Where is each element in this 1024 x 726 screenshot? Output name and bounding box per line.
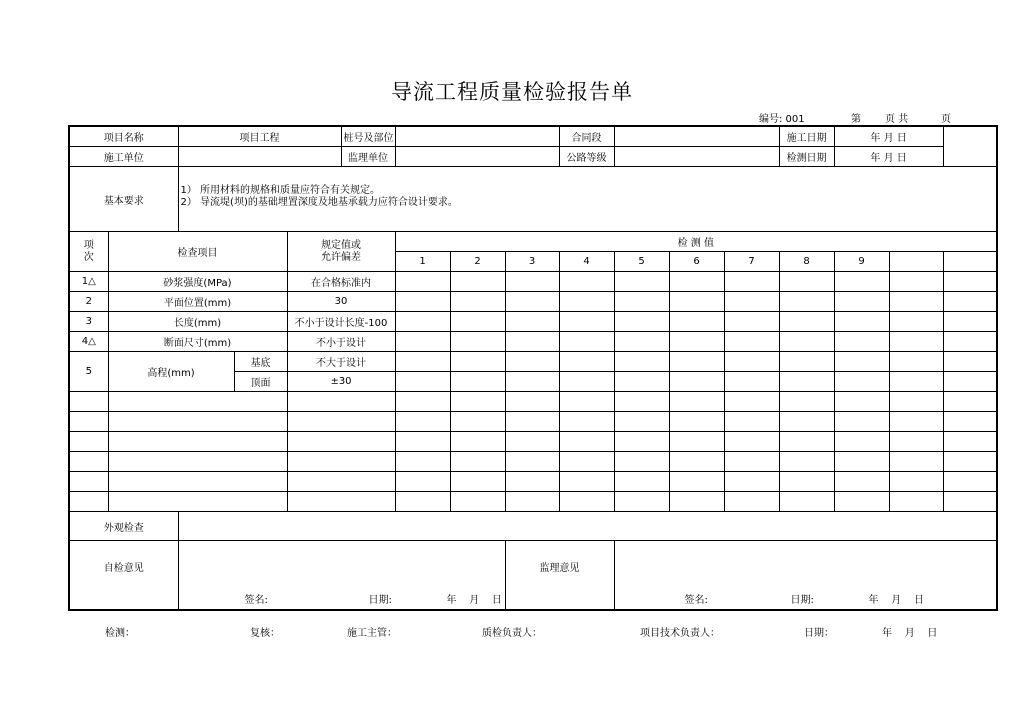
- basic-requirement-text: [178, 167, 997, 232]
- unit-label: 施工单位: [69, 147, 178, 167]
- measure-col-9: 9: [834, 252, 889, 272]
- supervise-value[interactable]: [395, 147, 559, 167]
- supervise-sign: 签名:: [684, 595, 708, 606]
- measure-col-7: 7: [724, 252, 779, 272]
- spec-header-line2: 允许偏差: [321, 251, 361, 263]
- self-check-label: 自检意见: [69, 541, 178, 611]
- page-label-di: 第: [851, 114, 861, 125]
- basic-line-1: 1） 所用材料的规格和质量应符合有关规定。: [180, 185, 381, 196]
- footer-tech: 项目技术负责人：: [640, 628, 720, 639]
- supervise-label: 监理单位: [341, 147, 395, 167]
- table-row: [69, 452, 997, 472]
- row-spec: 不小于设计长度-100: [287, 312, 395, 332]
- table-row: [69, 472, 997, 492]
- project-name-label: 项目名称: [69, 126, 178, 147]
- row-spec: 30: [287, 292, 395, 312]
- footer-date: 日期：: [804, 628, 834, 639]
- supervise-date: 日期:: [790, 595, 814, 606]
- road-grade-label: 公路等级: [559, 147, 614, 167]
- row-seq: 3: [69, 312, 108, 332]
- project-name-value[interactable]: 项目工程: [178, 126, 341, 147]
- row-seq: 5: [69, 352, 108, 392]
- row-item: 砂浆强度(MPa): [108, 272, 287, 292]
- table-row: [69, 332, 997, 352]
- seq-header: 项 次: [69, 232, 108, 272]
- supervise-ymd: 年 月 日: [868, 595, 924, 606]
- contract-label: 合同段: [559, 126, 614, 147]
- footer-chief: 施工主管：: [347, 628, 397, 639]
- table-row: [69, 312, 997, 332]
- supervise-opinion-label: 监理意见: [505, 541, 614, 611]
- measure-col-3: 3: [505, 252, 559, 272]
- row-spec: ±30: [287, 372, 395, 392]
- measured-header: 检 测 值: [395, 232, 997, 252]
- self-check-box[interactable]: [178, 541, 505, 611]
- measure-col-11: [943, 252, 997, 272]
- supervise-opinion-box[interactable]: [614, 541, 997, 611]
- row-item: 断面尺寸(mm): [108, 332, 287, 352]
- check-date-value[interactable]: 年 月 日: [834, 147, 943, 167]
- measure-col-2: 2: [450, 252, 505, 272]
- table-row: [69, 352, 997, 372]
- spec-header-line1: 规定值或: [321, 239, 361, 251]
- measure-col-5: 5: [614, 252, 669, 272]
- footer-quality: 质检负责人：: [482, 628, 542, 639]
- page-label-ye: 页: [941, 114, 951, 125]
- construct-date-value[interactable]: 年 月 日: [834, 126, 943, 147]
- measure-col-10: [889, 252, 943, 272]
- table-row: [69, 392, 997, 412]
- check-date-label: 检测日期: [779, 147, 834, 167]
- self-check-date: 日期:: [368, 595, 392, 606]
- measure-col-6: 6: [669, 252, 724, 272]
- self-check-sign: 签名:: [244, 595, 268, 606]
- check-item-header: 检查项目: [108, 232, 287, 272]
- spec-header: [287, 232, 395, 272]
- row-seq: 2: [69, 292, 108, 312]
- measure-col-1: 1: [395, 252, 450, 272]
- self-check-ymd: 年 月 日: [446, 595, 502, 606]
- inspection-form: [68, 125, 998, 611]
- page-label-ye-gong: 页 共: [885, 114, 909, 125]
- footer-review: 复核：: [250, 628, 280, 639]
- page-title: 导流工程质量检验报告单: [391, 80, 633, 104]
- serial-number: 编号: 001: [759, 114, 805, 125]
- row-spec: 不大于设计: [287, 352, 395, 372]
- station-value[interactable]: [395, 126, 559, 147]
- footer-ymd: 年 月 日: [882, 628, 938, 639]
- table-row: [69, 412, 997, 432]
- table-row: [69, 292, 997, 312]
- table-row: [69, 492, 997, 512]
- station-label: 桩号及部位: [341, 126, 395, 147]
- row-spec: 不小于设计: [287, 332, 395, 352]
- road-grade-value[interactable]: [614, 147, 779, 167]
- measure-col-8: 8: [779, 252, 834, 272]
- row-subitem: 顶面: [234, 372, 287, 392]
- table-row: [69, 432, 997, 452]
- unit-value[interactable]: [178, 147, 341, 167]
- basic-line-2: 2） 导流堤(坝)的基础埋置深度及地基承载力应符合设计要求。: [180, 197, 458, 208]
- row-subitem: 基底: [234, 352, 287, 372]
- construct-date-label: 施工日期: [779, 126, 834, 147]
- row-item: 平面位置(mm): [108, 292, 287, 312]
- table-row: [69, 272, 997, 292]
- row-item: 高程(mm): [108, 352, 234, 392]
- row-seq: 4△: [69, 332, 108, 352]
- row-spec: 在合格标准内: [287, 272, 395, 292]
- contract-value[interactable]: [614, 126, 779, 147]
- appearance-value[interactable]: [178, 512, 997, 541]
- basic-requirement-label: 基本要求: [69, 167, 178, 232]
- row-item: 长度(mm): [108, 312, 287, 332]
- row-seq: 1△: [69, 272, 108, 292]
- footer-detect: 检测：: [105, 628, 135, 639]
- appearance-label: 外观检查: [69, 512, 178, 541]
- measure-col-4: 4: [559, 252, 614, 272]
